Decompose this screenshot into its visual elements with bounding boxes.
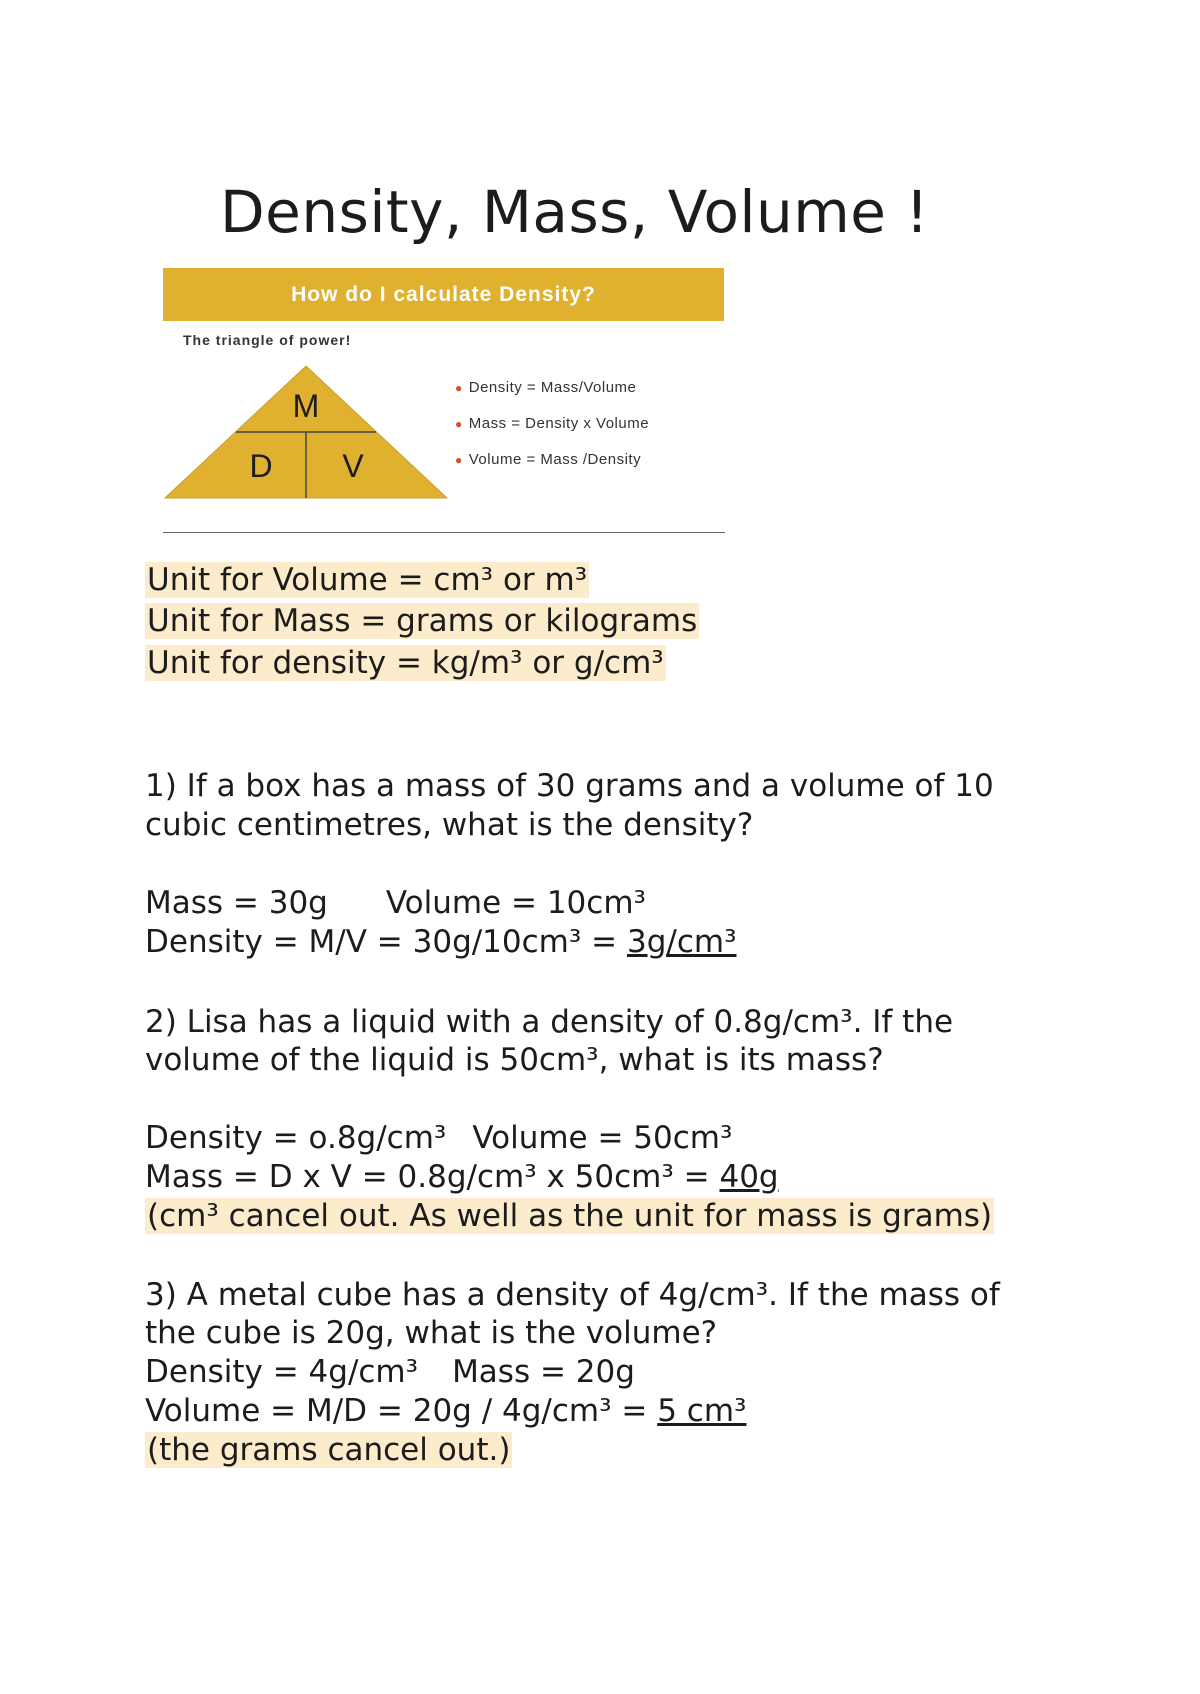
q3-given-mass: Mass = 20g xyxy=(452,1354,635,1390)
q3-solution-steps: Volume = M/D = 20g / 4g/cm³ = xyxy=(145,1393,658,1429)
formula-volume: Volume = Mass /Density xyxy=(468,451,642,468)
unit-density: Unit for density = kg/m³ or g/cm³ xyxy=(147,645,664,681)
q1-given-mass: Mass = 30g xyxy=(145,885,328,921)
unit-volume-line xyxy=(145,560,589,600)
formula-item xyxy=(455,412,649,448)
triangle-label-m: M xyxy=(292,388,320,424)
unit-mass: Unit for Mass = grams or kilograms xyxy=(147,603,698,639)
q3-solution xyxy=(145,1391,746,1431)
q3-answer: 5 cm³ xyxy=(657,1393,747,1429)
formula-item xyxy=(455,376,649,412)
unit-volume: Unit for Volume = cm³ or m³ xyxy=(147,562,588,598)
page-title: Density, Mass, Volume ! xyxy=(220,178,930,246)
q1-answer: 3g/cm³ xyxy=(626,924,737,960)
figure-banner: How do I calculate Density? xyxy=(163,268,724,321)
q2-solution xyxy=(145,1157,779,1197)
q3-note: (the grams cancel out.) xyxy=(147,1432,511,1468)
triangle-label-v: V xyxy=(342,448,364,484)
q1-question-line-1: 1) If a box has a mass of 30 grams and a volume of 10 xyxy=(145,768,994,804)
unit-mass-line xyxy=(145,601,699,641)
q1-solution xyxy=(145,922,737,962)
q2-given-volume: Volume = 50cm³ xyxy=(472,1120,733,1156)
q3-note-line xyxy=(145,1430,512,1470)
q2-given-density: Density = o.8g/cm³ xyxy=(145,1120,447,1156)
q1-question-line-2: cubic centimetres, what is the density? xyxy=(145,807,754,843)
formula-density: Density = Mass/Volume xyxy=(468,379,637,396)
q2-note: (cm³ cancel out. As well as the unit for mass is grams) xyxy=(147,1198,993,1234)
q2-givens xyxy=(145,1118,732,1158)
q3-question-line-2: the cube is 20g, what is the volume? xyxy=(145,1315,718,1351)
bullet-icon: ● xyxy=(455,453,463,467)
figure-subtitle: The triangle of power! xyxy=(183,332,352,348)
q2-question-line-2: volume of the liquid is 50cm³, what is its mass? xyxy=(145,1042,884,1078)
formula-list xyxy=(455,376,649,484)
q3-givens xyxy=(145,1352,635,1392)
q2-question-line-1: 2) Lisa has a liquid with a density of 0.8g/cm³. If the xyxy=(145,1004,954,1040)
q1-given-volume: Volume = 10cm³ xyxy=(385,885,646,921)
q1-solution-steps: Density = M/V = 30g/10cm³ = xyxy=(145,924,627,960)
unit-density-line xyxy=(145,643,666,683)
bullet-icon: ● xyxy=(455,381,463,395)
q3-question-line-1: 3) A metal cube has a density of 4g/cm³. If the mass of xyxy=(145,1277,1000,1313)
triangle-of-power xyxy=(163,364,449,500)
q2-answer: 40g xyxy=(719,1159,779,1195)
q3-given-density: Density = 4g/cm³ xyxy=(145,1354,419,1390)
triangle-label-d: D xyxy=(249,448,273,484)
q1-givens xyxy=(145,883,646,923)
q2-solution-steps: Mass = D x V = 0.8g/cm³ x 50cm³ = xyxy=(145,1159,720,1195)
density-triangle-figure xyxy=(163,268,725,536)
q2-note-line xyxy=(145,1196,994,1236)
formula-item xyxy=(455,448,649,484)
figure-divider xyxy=(163,532,725,533)
formula-mass: Mass = Density x Volume xyxy=(468,415,650,432)
bullet-icon: ● xyxy=(455,417,463,431)
